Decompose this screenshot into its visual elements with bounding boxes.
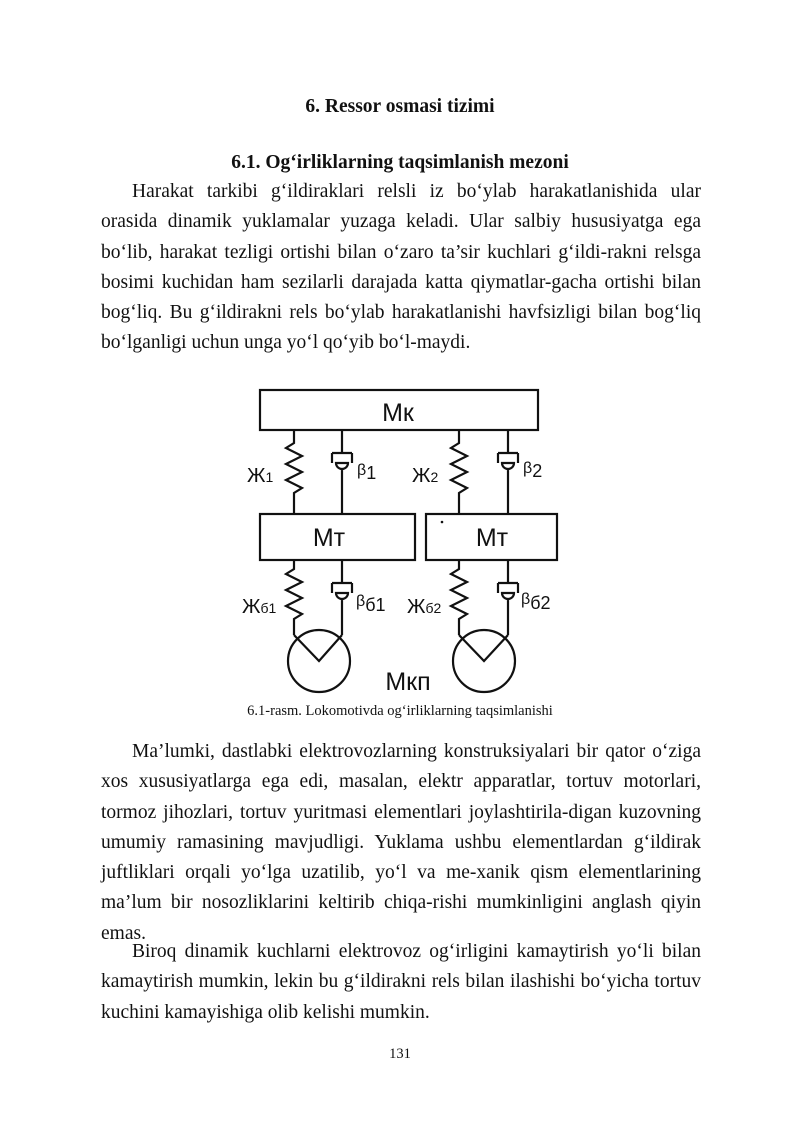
spring-b2 xyxy=(451,560,467,635)
svg-text:Ж2 xyxy=(412,465,438,487)
damper-b2-label: β xyxy=(521,591,531,608)
damper-1-label: β xyxy=(357,462,367,479)
wheel-mass-label: Мкп xyxy=(385,668,431,696)
spring-2-label: Ж xyxy=(412,465,431,487)
paragraph-1: Harakat tarkibi g‘ildiraklari relsli iz bo‘ylab harakatlanishida ular orasida dinamik yuklamalar yuzaga keladi. Ular salbiy hususiyatga ega bo‘lib, harakat tezligi ortishi bilan o‘zaro ta’sir kuchlari g‘ildi-rakni relsga bosimi kuchidan ham sezilarli darajada katta qiymatlar-gacha ortishi bilan bog‘liq. Bu g‘ildirakni rels bo‘ylab harakatlanishi havfsizligi bilan bog‘liq bo‘lganligi uchun unga yo‘l qo‘yib bo‘l-maydi. xyxy=(101,181,701,354)
spring-b1-sub: б1 xyxy=(260,600,277,616)
bogie-mass-label-left: Мт xyxy=(312,524,346,552)
paragraph-2: Ma’lumki, dastlabki elektrovozlarning konstruksiyalari bir qator o‘ziga xos xususiyatlarga ega edi, masalan, elektr apparatlar, tortuv motorlari, tormoz jihozlari, tortuv yuritmasi elementlari joylashtirila-digan kuzovning umumiy ramasining mavjudligi. Yuklama ushbu elementlardan g‘ildirak juftliklari orqali yo‘lga uzatilib, yo‘l va me-xanik qism elementlarining ma’lum bir nosozliklarini keltirib chiqa-rishi mumkinligini anglash qiyin emas. xyxy=(101,741,701,944)
spring-1-sub: 1 xyxy=(265,469,274,485)
damper-b1 xyxy=(332,560,352,635)
damper-b1-sub: б1 xyxy=(365,595,386,615)
damper-1 xyxy=(332,430,352,514)
figure-caption: 6.1-rasm. Lokomotivda og‘irliklarning taqsimlanishi xyxy=(247,703,553,719)
damper-2-sub: 2 xyxy=(532,461,543,481)
body-mass-label: Мк xyxy=(382,399,414,427)
svg-text:βб1 xyxy=(356,593,386,615)
paragraph-3: Biroq dinamik kuchlarni elektrovoz og‘irligini kamaytirish yo‘li bilan kamaytirish mumkin, lekin bu g‘ildirakni rels bilan ilashishi bo‘yicha tortuv kuchini kamayishiga olib kelishi mumkin. xyxy=(101,941,701,1023)
bogie-mass-label-right: Мт xyxy=(475,524,509,552)
damper-2-label: β xyxy=(523,460,533,477)
svg-text:β2 xyxy=(523,460,542,481)
spring-b1-label: Ж xyxy=(242,596,261,618)
spring-2 xyxy=(451,430,467,514)
spring-1 xyxy=(286,430,302,514)
svg-text:β1 xyxy=(357,462,376,483)
damper-2 xyxy=(498,430,518,514)
spring-b2-label: Ж xyxy=(407,596,426,618)
suspension-diagram xyxy=(230,385,570,705)
svg-text:Ж1 xyxy=(247,465,273,487)
damper-b1-label: β xyxy=(356,593,366,610)
spring-1-label: Ж xyxy=(247,465,266,487)
damper-b2-sub: б2 xyxy=(530,593,551,613)
damper-b2 xyxy=(498,560,518,635)
spring-b1 xyxy=(286,560,302,635)
svg-text:Жб1 xyxy=(242,596,276,618)
spring-2-sub: 2 xyxy=(430,469,439,485)
svg-text:Жб2 xyxy=(407,596,441,618)
svg-text:βб2 xyxy=(521,591,551,613)
page-number: 131 xyxy=(389,1046,411,1062)
section-title: 6. Ressor osmasi tizimi xyxy=(305,96,495,117)
subsection-title: 6.1. Og‘irliklarning taqsimlanish mezoni xyxy=(231,152,569,173)
damper-1-sub: 1 xyxy=(366,463,377,483)
spring-b2-sub: б2 xyxy=(425,600,442,616)
